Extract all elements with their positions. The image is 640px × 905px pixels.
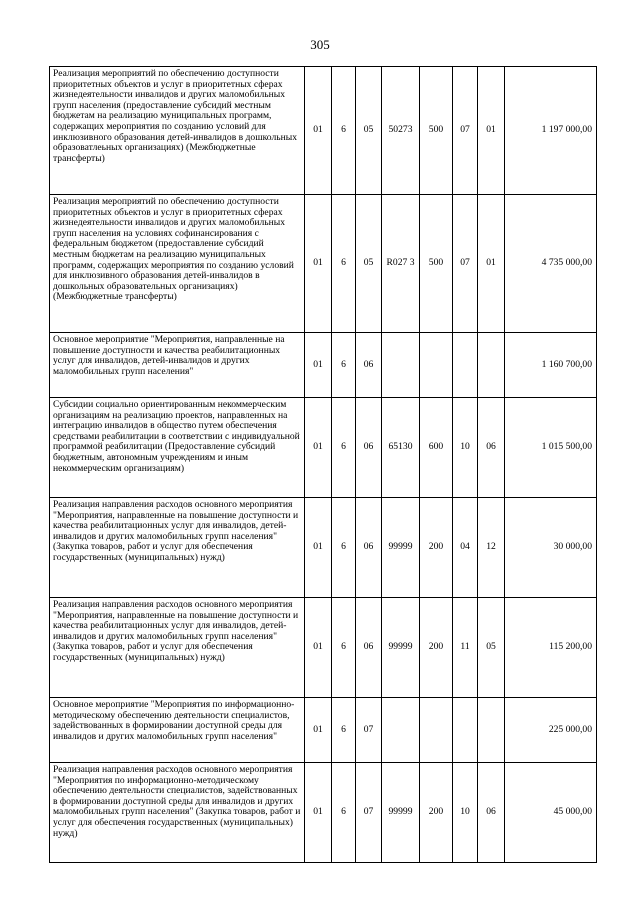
table-row xyxy=(50,195,597,333)
subsection-code xyxy=(478,333,505,398)
expense-direction-code xyxy=(382,698,420,763)
subprogram-code: 6 xyxy=(332,763,356,863)
program-code: 01 xyxy=(305,398,332,498)
amount: 225 000,00 xyxy=(505,698,597,763)
table-row xyxy=(50,498,597,598)
row-description: Основное мероприятие "Мероприятия, направленные на повышение доступности и качества реабилитационных услуг для инвалидов, детей-инвалидов и других маломобильных групп населения" xyxy=(50,333,305,398)
subprogram-code: 6 xyxy=(332,333,356,398)
row-description: Реализация направления расходов основного мероприятия "Мероприятия, направленные на повышение доступности и качества реабилитационных услуг для инвалидов, детей-инвалидов и других маломобильных групп населения" (Закупка товаров, работ и услуг для обеспечения государственных (муниципальных) нужд) xyxy=(50,598,305,698)
table-row xyxy=(50,398,597,498)
expense-direction-code: 99999 xyxy=(382,598,420,698)
budget-table xyxy=(49,66,597,863)
section-code: 07 xyxy=(453,67,478,195)
measure-code: 07 xyxy=(356,763,382,863)
table-row xyxy=(50,763,597,863)
row-description: Реализация мероприятий по обеспечению доступности приоритетных объектов и услуг в приоритетных сферах жизнедеятельности инвалидов и других маломобильных групп населения (предоставление субсидий местным бюджетам на реализацию муниципальных программ, содержащих мероприятия по созданию условий для инклюзивного образования детей-инвалидов в дошкольных образоватлеьных организациях) (Межбюджетные трансферты) xyxy=(50,67,305,195)
subprogram-code: 6 xyxy=(332,498,356,598)
measure-code: 06 xyxy=(356,498,382,598)
row-description: Реализация мероприятий по обеспечению доступности приоритетных объектов и услуг в приоритетных сферах жизнедеятельности инвалидов и других маломобильных групп населения на условиях софинансирования с федеральным бюджетом (предоставление субсидий местным бюджетам на реализацию муниципальных программ, содержащих мероприятия по созданию условий для инклюзивного образования детей-инвалидов в дошкольных образовательных организациях) (Межбюджетные трансферты) xyxy=(50,195,305,333)
program-code: 01 xyxy=(305,67,332,195)
subprogram-code: 6 xyxy=(332,698,356,763)
row-description: Субсидии социально ориентированным некоммерческим организациям на реализацию проектов, направленных на интеграцию инвалидов в общество путем обеспечения средствами реабилитации в соответствии с индивидуальной программой реабилитации (Предоставление субсидий бюджетным, автономным учреждениям и иным некоммерческим организациям) xyxy=(50,398,305,498)
row-description: Реализация направления расходов основного мероприятия "Мероприятия по информационно-методическому обеспечению деятельности специалистов, задействованных в формировании доступной среды для инвалидов и других маломобильных групп населения" (Закупка товаров, работ и услуг для обеспечения государственных (муниципальных) нужд) xyxy=(50,763,305,863)
expense-direction-code: R027 3 xyxy=(382,195,420,333)
program-code: 01 xyxy=(305,498,332,598)
subsection-code: 06 xyxy=(478,398,505,498)
subprogram-code: 6 xyxy=(332,598,356,698)
subsection-code: 05 xyxy=(478,598,505,698)
section-code: 10 xyxy=(453,763,478,863)
program-code: 01 xyxy=(305,598,332,698)
expense-direction-code xyxy=(382,333,420,398)
section-code: 04 xyxy=(453,498,478,598)
expense-type-code: 200 xyxy=(420,763,453,863)
page-number: 305 xyxy=(310,37,330,52)
subprogram-code: 6 xyxy=(332,398,356,498)
expense-direction-code: 99999 xyxy=(382,498,420,598)
subsection-code xyxy=(478,698,505,763)
section-code: 10 xyxy=(453,398,478,498)
expense-type-code: 200 xyxy=(420,598,453,698)
expense-type-code: 200 xyxy=(420,498,453,598)
expense-type-code xyxy=(420,333,453,398)
section-code: 07 xyxy=(453,195,478,333)
amount: 45 000,00 xyxy=(505,763,597,863)
expense-type-code: 600 xyxy=(420,398,453,498)
subsection-code: 12 xyxy=(478,498,505,598)
table-row xyxy=(50,698,597,763)
amount: 1 015 500,00 xyxy=(505,398,597,498)
table-row xyxy=(50,67,597,195)
measure-code: 06 xyxy=(356,398,382,498)
program-code: 01 xyxy=(305,698,332,763)
expense-type-code: 500 xyxy=(420,67,453,195)
section-code: 11 xyxy=(453,598,478,698)
expense-type-code: 500 xyxy=(420,195,453,333)
expense-direction-code: 50273 xyxy=(382,67,420,195)
table-row xyxy=(50,333,597,398)
section-code xyxy=(453,698,478,763)
row-description: Реализация направления расходов основного мероприятия "Мероприятия, направленные на повышение доступности и качества реабилитационных услуг для инвалидов, детей-инвалидов и других маломобильных групп населения" (Закупка товаров, работ и услуг для обеспечения государственных (муниципальных) нужд) xyxy=(50,498,305,598)
subsection-code: 01 xyxy=(478,67,505,195)
program-code: 01 xyxy=(305,763,332,863)
subprogram-code: 6 xyxy=(332,195,356,333)
program-code: 01 xyxy=(305,195,332,333)
table-row xyxy=(50,598,597,698)
expense-direction-code: 99999 xyxy=(382,763,420,863)
section-code xyxy=(453,333,478,398)
amount: 4 735 000,00 xyxy=(505,195,597,333)
amount: 30 000,00 xyxy=(505,498,597,598)
row-description: Основное мероприятие "Мероприятия по информационно-методическому обеспечению деятельности специалистов, задействованных в формировании доступной среды для инвалидов и других маломобильных групп населения" xyxy=(50,698,305,763)
subsection-code: 06 xyxy=(478,763,505,863)
subsection-code: 01 xyxy=(478,195,505,333)
measure-code: 06 xyxy=(356,333,382,398)
expense-direction-code: 65130 xyxy=(382,398,420,498)
measure-code: 06 xyxy=(356,598,382,698)
subprogram-code: 6 xyxy=(332,67,356,195)
measure-code: 05 xyxy=(356,195,382,333)
measure-code: 05 xyxy=(356,67,382,195)
expense-type-code xyxy=(420,698,453,763)
program-code: 01 xyxy=(305,333,332,398)
amount: 1 197 000,00 xyxy=(505,67,597,195)
amount: 115 200,00 xyxy=(505,598,597,698)
amount: 1 160 700,00 xyxy=(505,333,597,398)
measure-code: 07 xyxy=(356,698,382,763)
